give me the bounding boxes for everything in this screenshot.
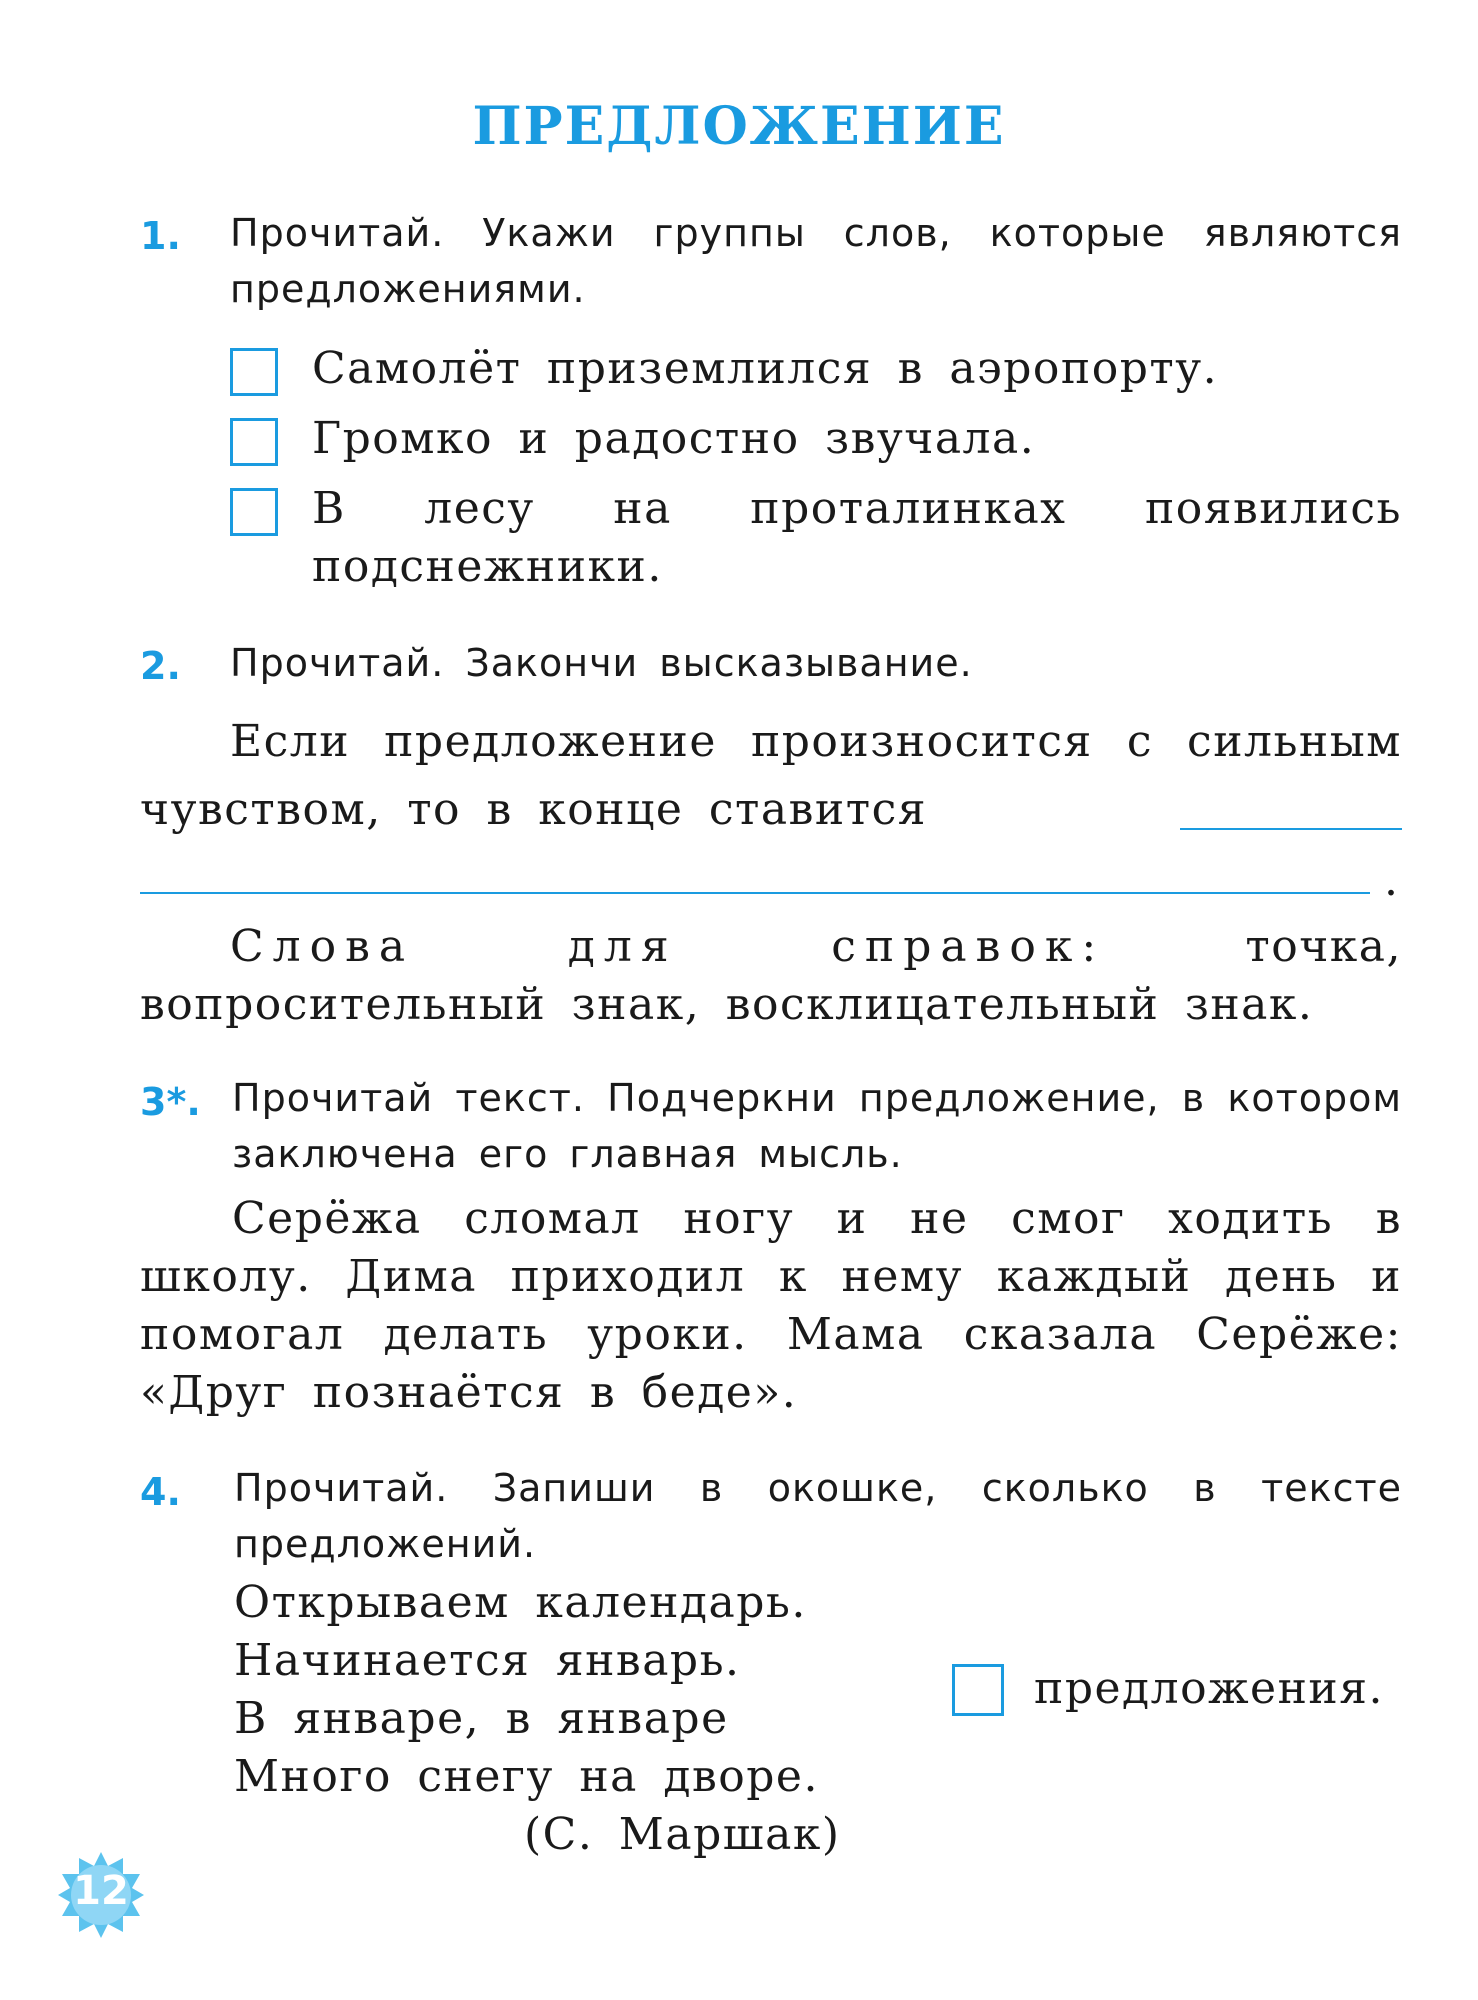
task4-answer-box[interactable]: [952, 1664, 1004, 1716]
poem-line-4: Много снегу на дворе.: [234, 1751, 819, 1802]
task2-hint: [140, 918, 1402, 1034]
task2-answer-line-1[interactable]: [1180, 828, 1402, 830]
task1-checkbox-2[interactable]: [230, 418, 278, 466]
task4-instruction: Прочитай. Запиши в окошке, сколько в тексте предложений.: [234, 1466, 1402, 1566]
task1-checkbox-1[interactable]: [230, 348, 278, 396]
task3-text[interactable]: Серёжа сломал ногу и не смог ходить в школу. Дима приходил к нему каждый день и помогал делать уроки. Мама сказала Серёже: «Друг познаётся в беде».: [140, 1193, 1402, 1418]
task2-hint-words: точка, вопросительный знак, восклицательный знак.: [140, 921, 1402, 1030]
task1-checkbox-3[interactable]: [230, 488, 278, 536]
task1-option-1: Самолёт приземлился в аэропорту.: [312, 343, 1219, 394]
task4-number: 4.: [140, 1470, 181, 1514]
task2-sentence: Если предложение произносится с сильным чувством, то в конце ставится: [140, 716, 1402, 835]
poem-line-2: Начинается январь.: [234, 1635, 741, 1686]
poem-line-3: В январе, в январе: [234, 1693, 729, 1744]
page-number: 12: [73, 1868, 129, 1914]
task1-option-3: В лесу на проталинках появились подснежники.: [312, 483, 1402, 592]
page-title: ПРЕДЛОЖЕНИЕ: [472, 96, 1006, 157]
task3-number: 3*.: [140, 1080, 201, 1124]
task2-instruction: Прочитай. Закончи высказывание.: [230, 641, 973, 685]
task4-answer-label: предложения.: [1034, 1663, 1384, 1714]
task1-number: 1.: [140, 214, 181, 258]
poem-author: (С. Маршак): [524, 1809, 841, 1860]
poem-line-1: Открываем календарь.: [234, 1577, 807, 1628]
task2-number: 2.: [140, 644, 181, 688]
task1-option-2: Громко и радостно звучала.: [312, 413, 1036, 464]
task2-end-period: .: [1384, 855, 1400, 906]
task3-instruction: Прочитай текст. Подчеркни предложение, в котором заключена его главная мысль.: [232, 1076, 1402, 1176]
task2-hint-label: Слова для справок:: [230, 921, 1106, 972]
task2-answer-line-2[interactable]: [140, 892, 1370, 894]
task1-instruction: Прочитай. Укажи группы слов, которые являются предложениями.: [230, 211, 1402, 311]
